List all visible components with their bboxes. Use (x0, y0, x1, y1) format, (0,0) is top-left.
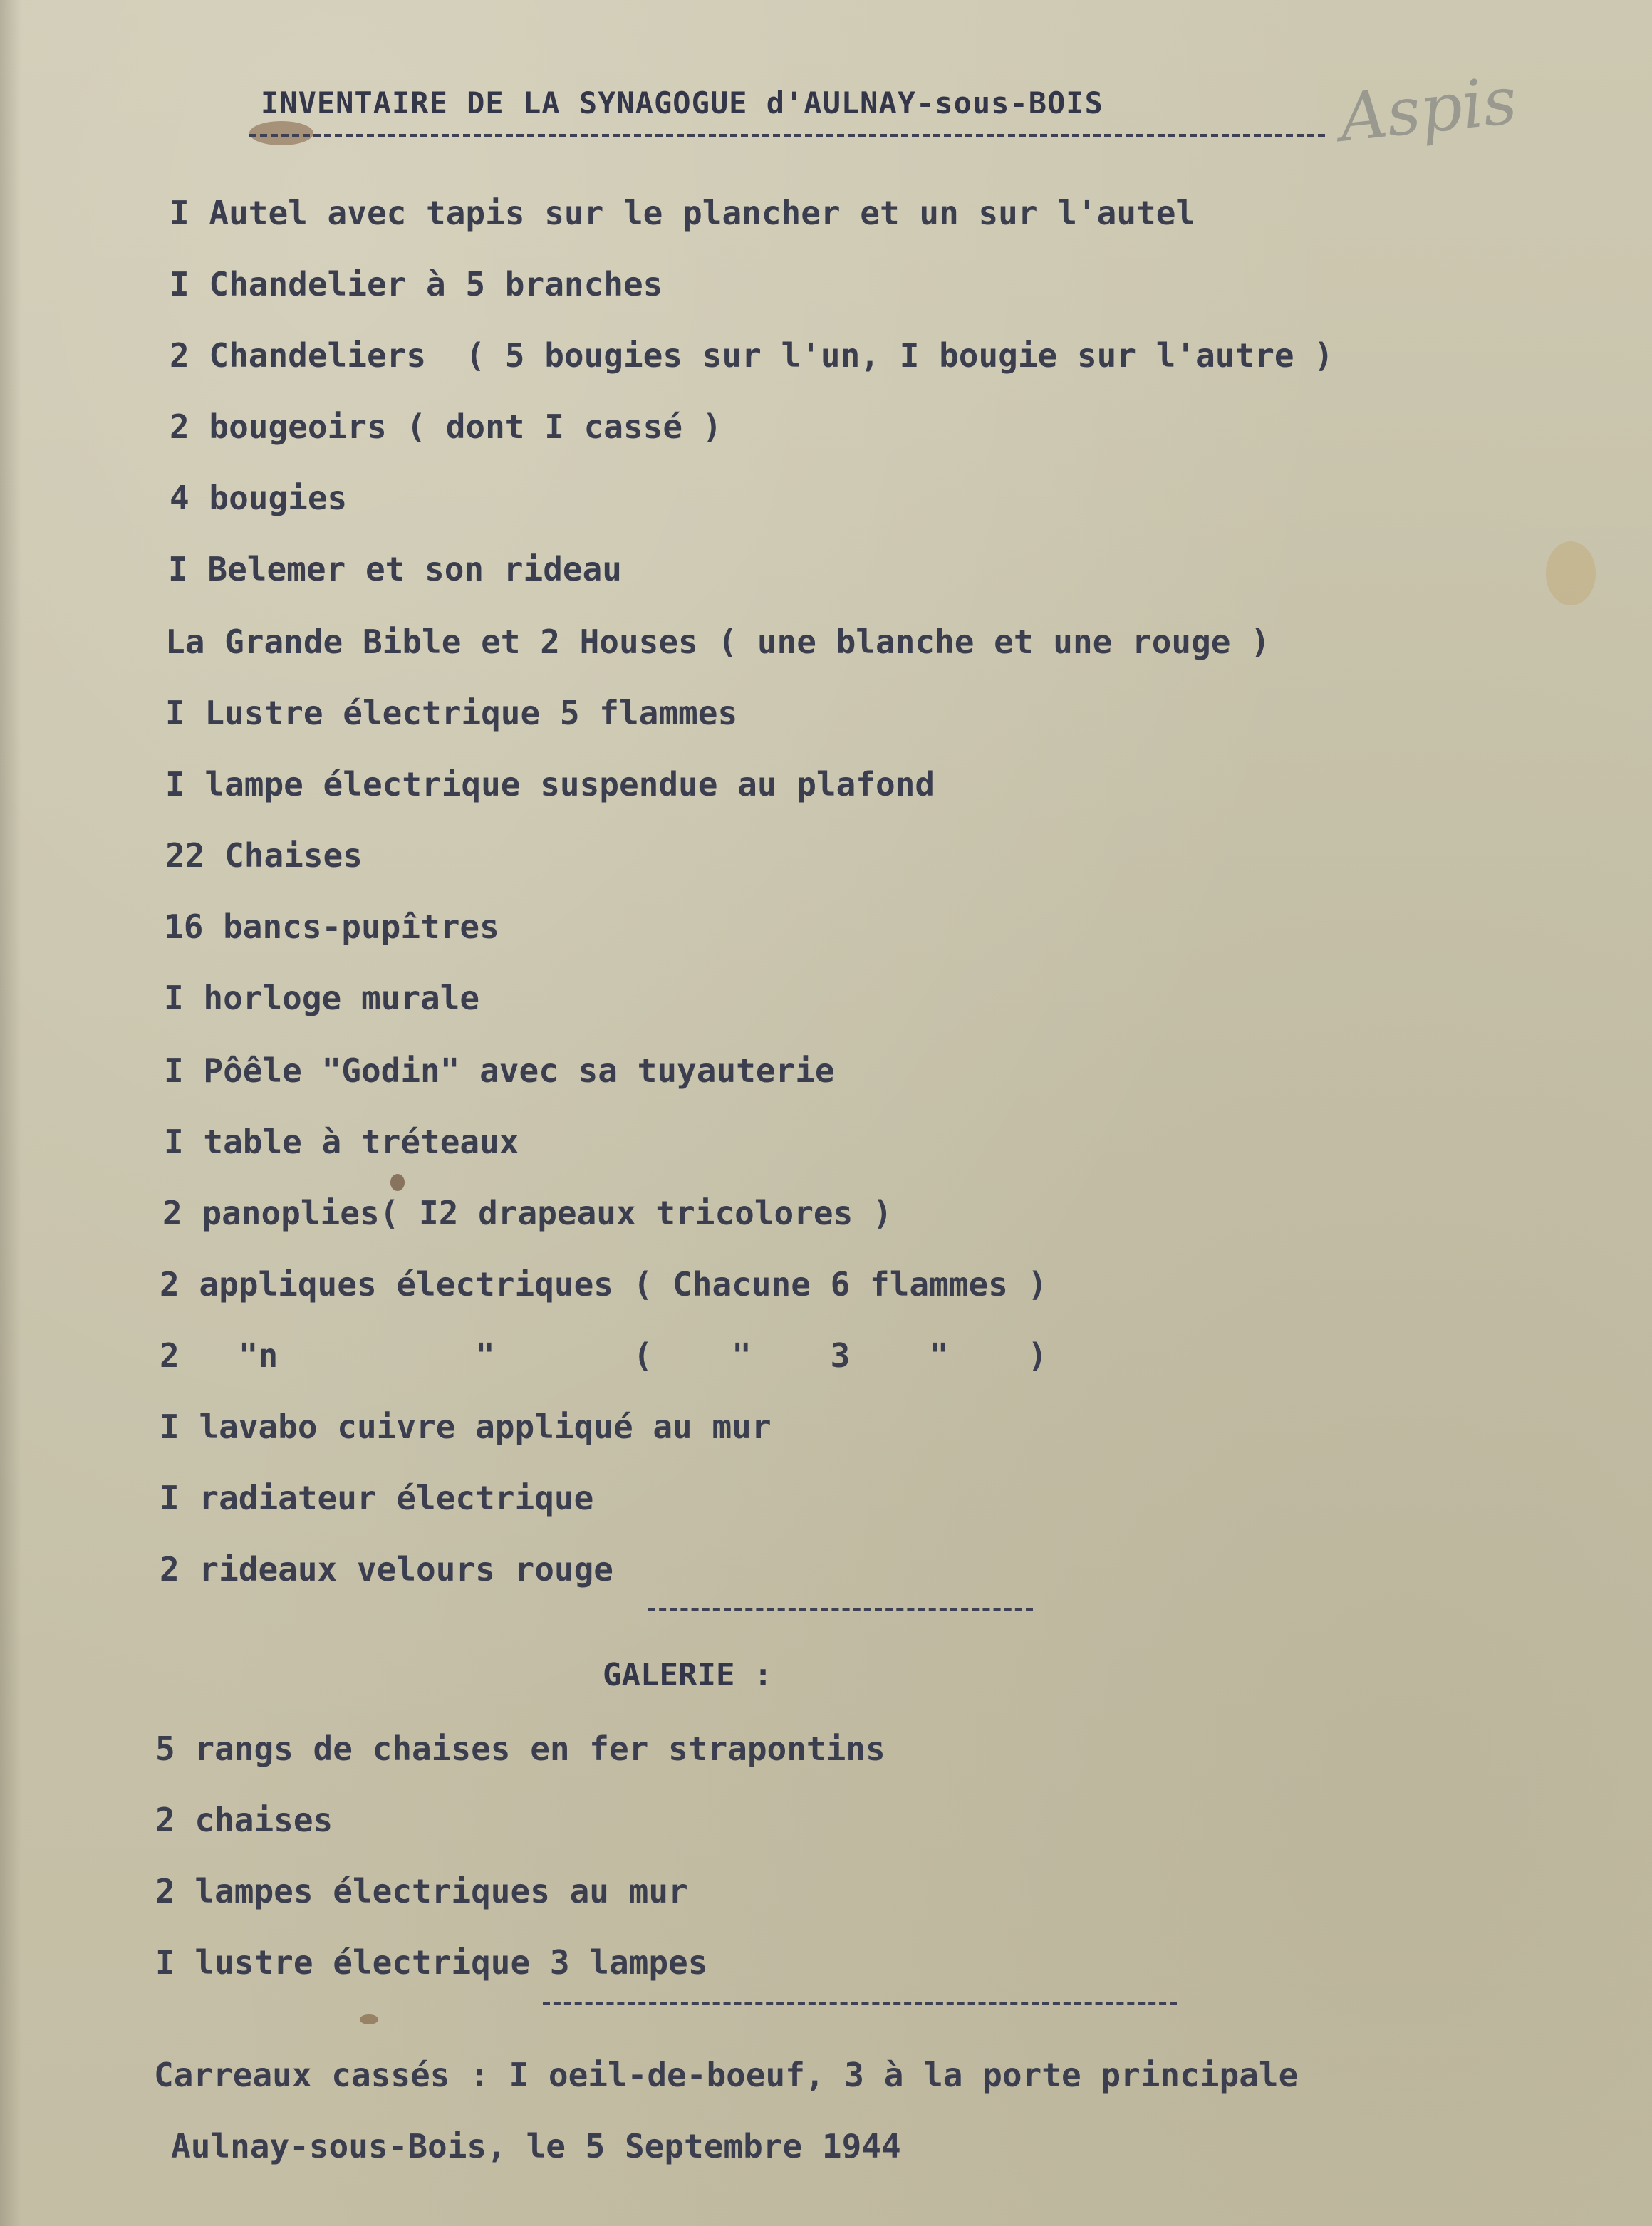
inventory-item: 2 "n " ( " 3 " ) (160, 1336, 1048, 1375)
stain-right (1546, 541, 1596, 605)
page-edge-shadow (0, 0, 21, 2226)
stain-top-left (249, 121, 313, 145)
inventory-item: 2 bougeoirs ( dont I cassé ) (170, 407, 722, 446)
galerie-item: I lustre électrique 3 lampes (155, 1943, 708, 1982)
inventory-item: La Grande Bible et 2 Houses ( une blanche et une rouge ) (165, 623, 1270, 661)
inventory-item: I Lustre électrique 5 flammes (165, 694, 738, 732)
galerie-heading: GALERIE : (603, 1657, 773, 1693)
inventory-item: I Pôêle "Godin" avec sa tuyauterie (164, 1051, 835, 1090)
inventory-item: I lavabo cuivre appliqué au mur (160, 1408, 772, 1446)
galerie-item: 2 lampes électriques au mur (155, 1872, 688, 1910)
handwritten-annotation: Aspis (1336, 62, 1521, 157)
galerie-item: 5 rangs de chaises en fer strapontins (155, 1730, 885, 1768)
inventory-item: I Belemer et son rideau (168, 550, 622, 588)
galerie-item: 2 chaises (155, 1801, 333, 1839)
inventory-item: I horloge murale (164, 979, 480, 1017)
inventory-item: 2 panoplies( I2 drapeaux tricolores ) (162, 1194, 893, 1232)
inventory-item: I table à tréteaux (164, 1123, 519, 1161)
inventory-item: 2 Chandeliers ( 5 bougies sur l'un, I bougie sur l'autre ) (170, 336, 1334, 375)
broken-panes-note: Carreaux cassés : I oeil-de-boeuf, 3 à la porte principale (154, 2056, 1299, 2094)
inventory-item: 2 rideaux velours rouge (160, 1550, 613, 1588)
inventory-item: 16 bancs-pupîtres (164, 907, 499, 946)
inventory-item: I Autel avec tapis sur le plancher et un sur l'autel (170, 194, 1196, 232)
place-and-date: Aulnay-sous-Bois, le 5 Septembre 1944 (171, 2127, 901, 2165)
inventory-item: 2 appliques électriques ( Chacune 6 flammes ) (160, 1265, 1048, 1304)
section-divider (543, 2002, 1177, 2005)
title-underline (249, 134, 1325, 137)
inventory-item: 4 bougies (170, 479, 348, 517)
speck-bottom (360, 2014, 378, 2024)
inventory-item: 22 Chaises (165, 836, 363, 875)
inventory-item: I Chandelier à 5 branches (170, 265, 663, 303)
inventory-item: I lampe électrique suspendue au plafond (165, 765, 935, 803)
inventory-item: I radiateur électrique (160, 1479, 594, 1517)
section-divider (648, 1608, 1033, 1611)
speck-middle (390, 1174, 405, 1191)
document-title: INVENTAIRE DE LA SYNAGOGUE d'AULNAY-sous-BOIS (261, 85, 1103, 120)
